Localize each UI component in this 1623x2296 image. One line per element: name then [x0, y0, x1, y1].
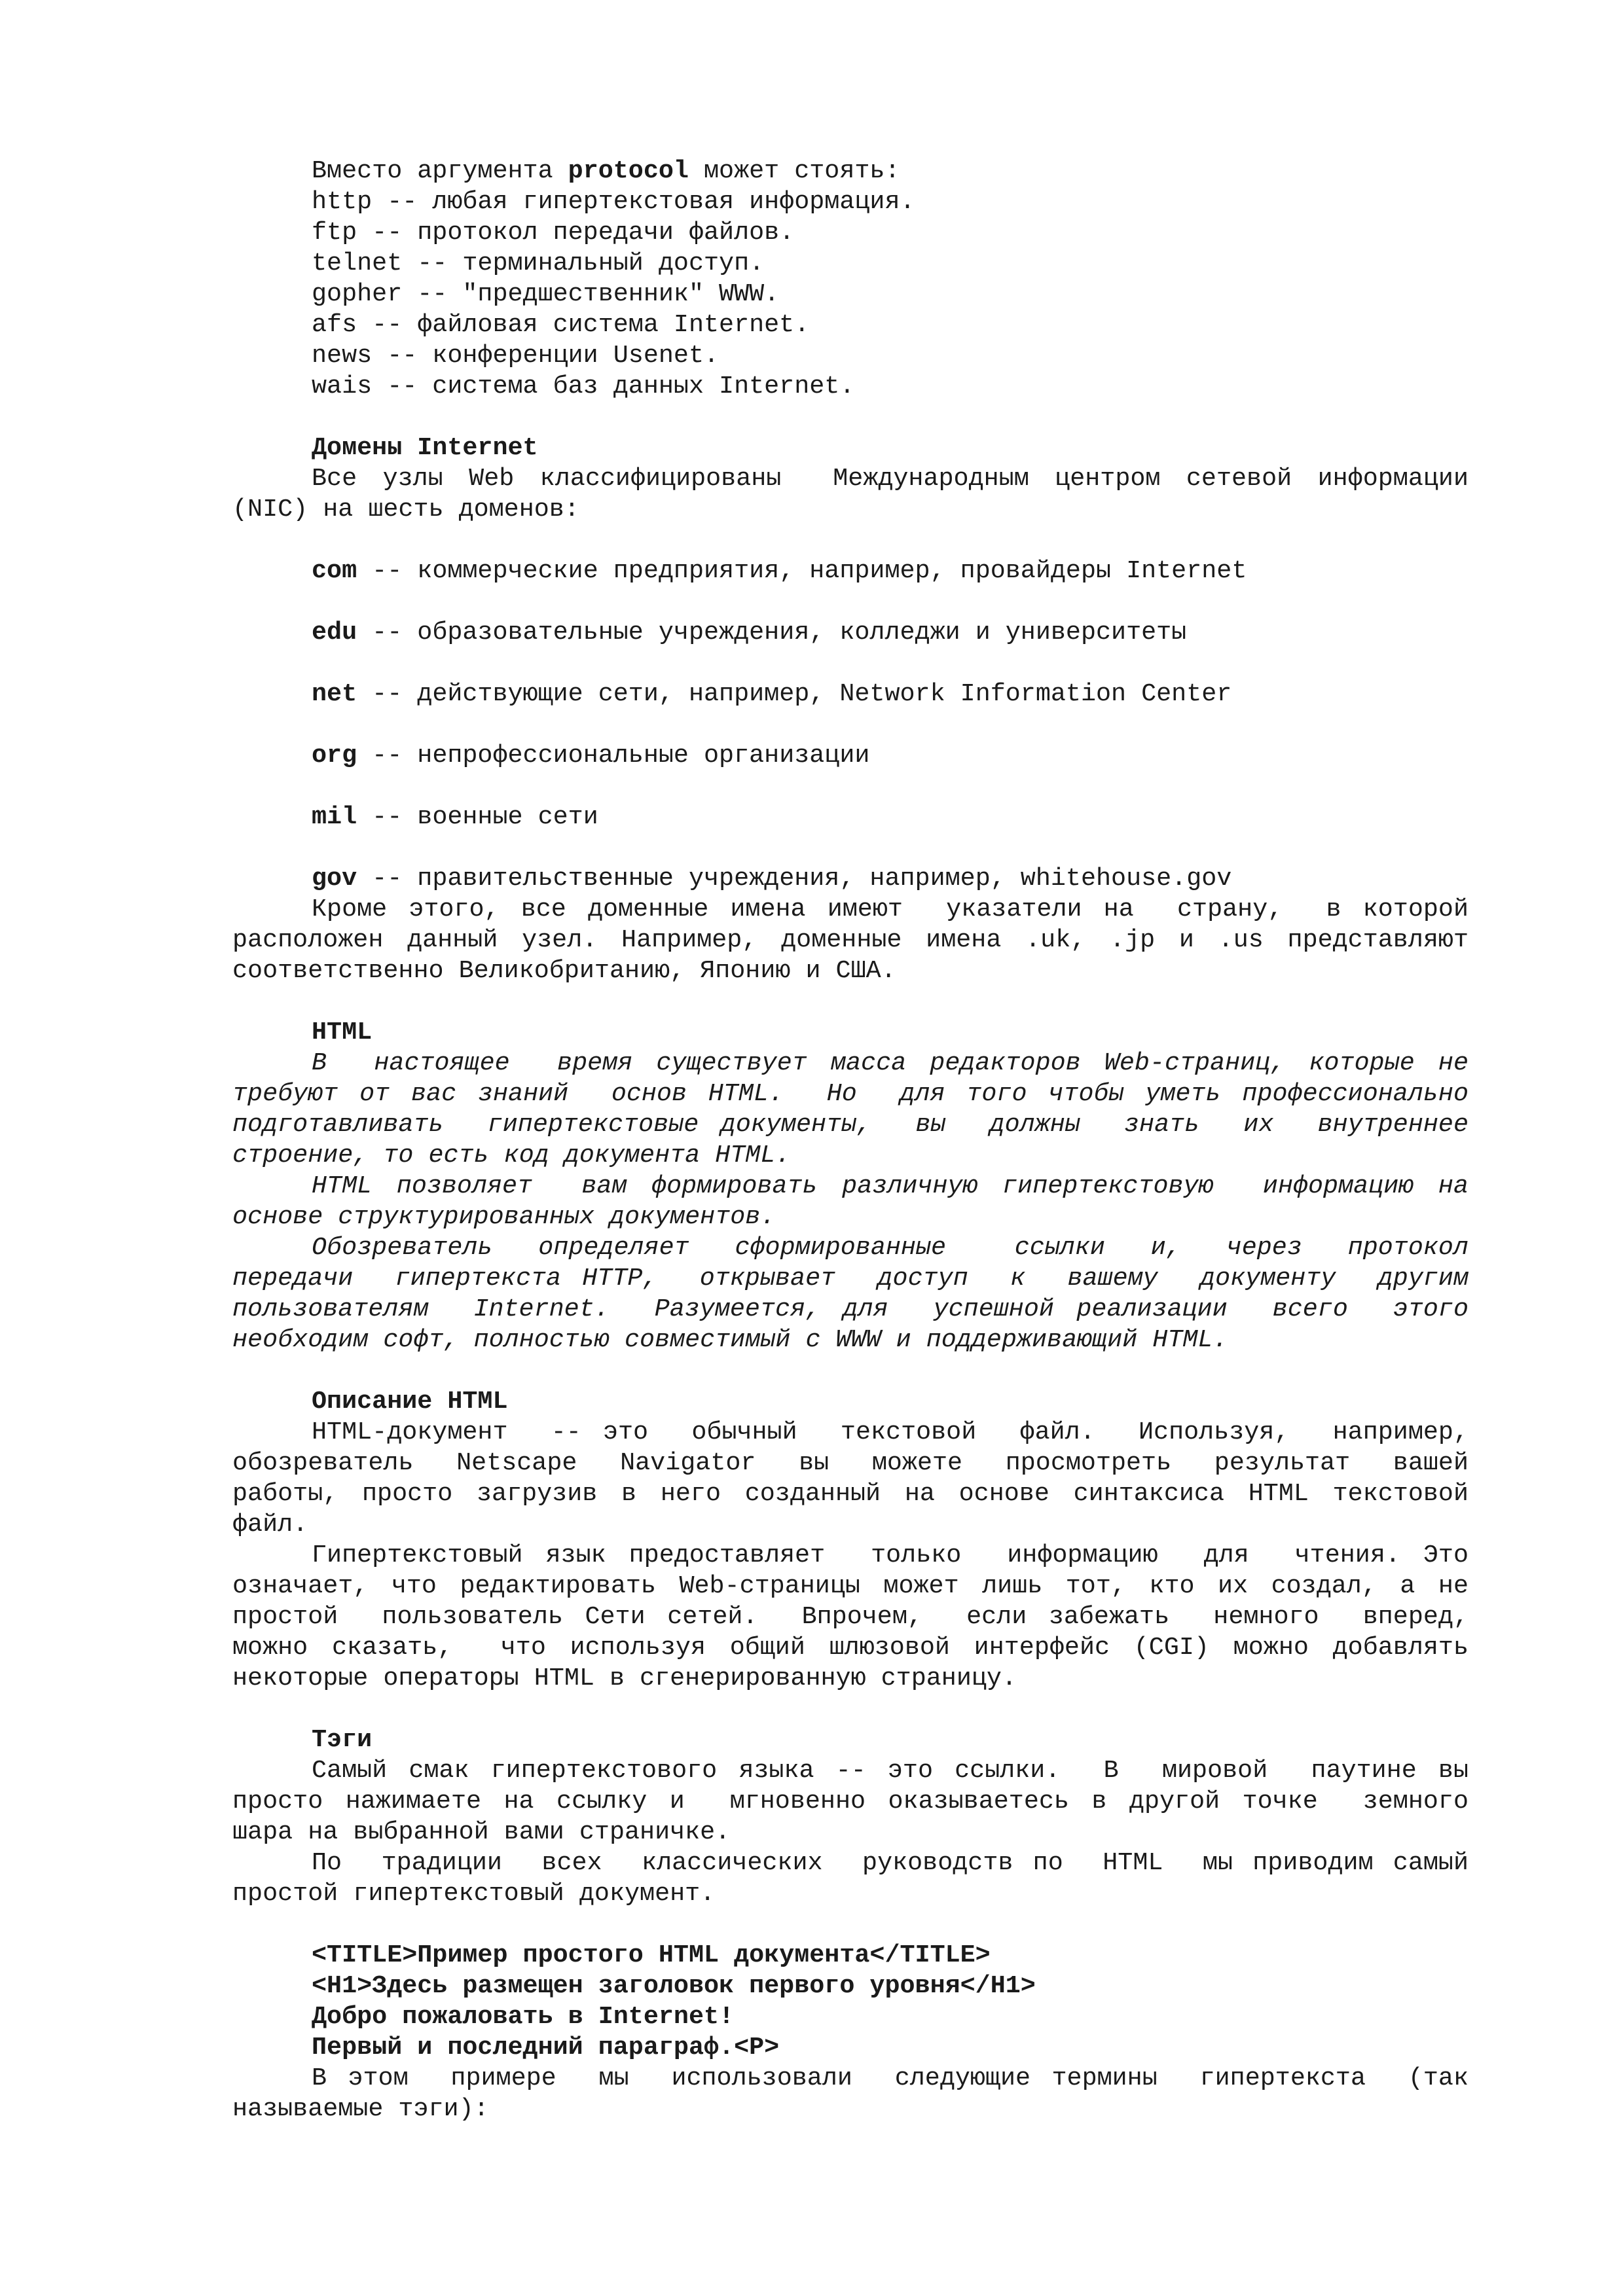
html-paragraph-line: требуют от вас знаний основ HTML. Но для того чтобы уметь профессионально	[232, 1079, 1468, 1108]
domain-item-com	[312, 556, 1247, 586]
domain-item-org	[312, 740, 869, 771]
html-paragraph-line: подготавливать гипертекстовые документы, вы должны знать их внутреннее	[232, 1110, 1468, 1139]
domains-heading: Домены Internet	[312, 433, 538, 462]
protocol-item: http -- любая гипертекстовая информация.	[312, 187, 915, 216]
description-heading: Описание HTML	[312, 1387, 508, 1416]
description-line: простой пользователь Сети сетей. Впрочем, если забежать немного вперед,	[232, 1602, 1468, 1631]
protocol-intro-tail: может стоять:	[688, 156, 900, 185]
domain-item-mil	[312, 802, 598, 833]
tags-line: простой гипертекстовый документ.	[232, 1879, 716, 1908]
description-line: файл.	[232, 1510, 308, 1539]
description-line: Гипертекстовый язык предоставляет только информацию для чтения. Это	[312, 1541, 1468, 1570]
html-heading: HTML	[312, 1018, 373, 1047]
tags-line: По традиции всех классических руководств по HTML мы приводим самый	[312, 1848, 1468, 1877]
domain-desc: -- правительственные учреждения, например, whitehouse.gov	[357, 864, 1232, 893]
html-paragraph-line: основе структурированных документов.	[232, 1202, 776, 1231]
description-line: некоторые операторы HTML в сгенерированную страницу.	[232, 1664, 1017, 1693]
tags-after-line: называемые тэги):	[232, 2094, 489, 2123]
domains-outro-line: соответственно Великобританию, Японию и США.	[232, 956, 896, 985]
protocol-intro-lead: Вместо аргумента	[312, 156, 568, 185]
tags-line: просто нажимаете на ссылку и мгновенно оказываетесь в другой точке земного	[232, 1787, 1468, 1816]
tags-line: Самый смак гипертекстового языка -- это ссылки. В мировой паутине вы	[312, 1756, 1468, 1785]
protocol-item: telnet -- терминальный доступ.	[312, 249, 765, 278]
protocol-item: wais -- система баз данных Internet.	[312, 372, 855, 401]
domain-desc: -- действующие сети, например, Network Information Center	[357, 679, 1232, 708]
description-line: работы, просто загрузив в него созданный на основе синтаксиса HTML текстовой	[232, 1479, 1468, 1508]
tags-after-line: В этом примере мы использовали следующие термины гипертекста (так	[312, 2064, 1468, 2092]
description-line: означает, что редактировать Web-страницы может лишь тот, кто их создал, а не	[232, 1571, 1468, 1600]
domain-desc: -- образовательные учреждения, колледжи и университеты	[357, 618, 1187, 647]
domain-code: org	[312, 741, 357, 770]
protocol-intro	[312, 156, 900, 187]
tags-heading: Тэги	[312, 1725, 373, 1754]
html-paragraph-line: пользователям Internet. Разумеется, для успешной реализации всего этого	[232, 1295, 1468, 1323]
code-line: Добро пожаловать в Internet!	[312, 2002, 735, 2031]
domains-intro-line: (NIC) на шесть доменов:	[232, 495, 579, 524]
html-paragraph-line: строение, то есть код документа HTML.	[232, 1141, 791, 1170]
protocol-item: ftp -- протокол передачи файлов.	[312, 218, 795, 247]
domains-intro-line: Все узлы Web классифицированы Международным центром сетевой информации	[312, 464, 1468, 493]
domains-outro-line: расположен данный узел. Например, доменные имена .uk, .jp и .us представляют	[232, 925, 1468, 954]
domain-item-edu	[312, 617, 1186, 648]
domain-item-net	[312, 679, 1231, 709]
domain-desc: -- военные сети	[357, 802, 598, 831]
domain-code: net	[312, 679, 357, 708]
html-paragraph-line: В настоящее время существует масса редакторов Web-страниц, которые не	[312, 1049, 1468, 1077]
protocol-term: protocol	[568, 156, 689, 185]
html-paragraph-line: необходим софт, полностью совместимый с WWW и поддерживающий HTML.	[232, 1325, 1228, 1354]
description-line: обозреватель Netscape Navigator вы можете просмотреть результат вашей	[232, 1448, 1468, 1477]
code-line: <TITLE>Пример простого HTML документа</TITLE>	[312, 1941, 991, 1969]
protocol-item: gopher -- "предшественник" WWW.	[312, 279, 780, 308]
protocol-item: news -- конференции Usenet.	[312, 341, 720, 370]
domain-code: edu	[312, 618, 357, 647]
domain-desc: -- непрофессиональные организации	[357, 741, 870, 770]
domain-code: com	[312, 556, 357, 585]
domain-code: mil	[312, 802, 357, 831]
html-paragraph-line: Обозреватель определяет сформированные ссылки и, через протокол	[312, 1233, 1468, 1262]
code-line: Первый и последний параграф.<P>	[312, 2033, 780, 2062]
html-paragraph-line: HTML позволяет вам формировать различную гипертекстовую информацию на	[312, 1172, 1468, 1200]
html-paragraph-line: передачи гипертекста HTTP, открывает доступ к вашему документу другим	[232, 1264, 1468, 1293]
domain-code: gov	[312, 864, 357, 893]
description-line: можно сказать, что используя общий шлюзовой интерфейс (CGI) можно добавлять	[232, 1633, 1468, 1662]
description-line: HTML-документ -- это обычный текстовой файл. Используя, например,	[312, 1418, 1468, 1446]
domain-desc: -- коммерческие предприятия, например, провайдеры Internet	[357, 556, 1247, 585]
protocol-item: afs -- файловая система Internet.	[312, 310, 810, 339]
domain-item-gov	[312, 863, 1231, 894]
code-line: <H1>Здесь размещен заголовок первого уровня</H1>	[312, 1971, 1036, 2000]
domains-outro-line: Кроме этого, все доменные имена имеют указатели на страну, в которой	[312, 895, 1468, 924]
tags-line: шара на выбранной вами страничке.	[232, 1818, 731, 1846]
